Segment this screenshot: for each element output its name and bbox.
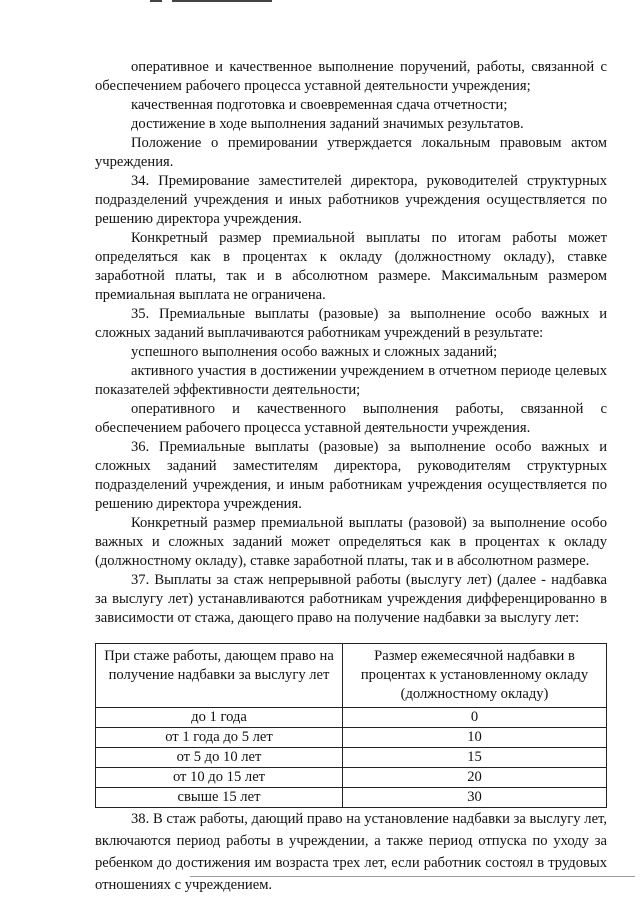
table-cell: 30 xyxy=(343,788,607,808)
paragraph: достижение в ходе выполнения заданий значимых результатов. xyxy=(131,116,524,132)
paragraph: Положение о премировании утверждается локальным правовым актом учреждения. xyxy=(95,135,607,170)
paragraph: 37. Выплаты за стаж непрерывной работы (выслугу лет) (далее - надбавка за выслугу лет) устанавливаются работникам учреждения дифференцированно в зависимости от стажа, дающего право на получение надбавки за выслугу лет: xyxy=(95,572,607,626)
paragraph: качественная подготовка и своевременная сдача отчетности; xyxy=(131,97,508,113)
table-cell: до 1 года xyxy=(96,708,343,728)
table-row xyxy=(96,768,607,788)
paragraph: 36. Премиальные выплаты (разовые) за выполнение особо важных и сложных заданий заместителям директора, руководителям структурных подразделений учреждения, и иным работникам учреждения осуществляется по решению директора учреждения. xyxy=(95,439,607,512)
paragraph: 35. Премиальные выплаты (разовые) за выполнение особо важных и сложных заданий выплачиваются работникам учреждений в результате: xyxy=(95,306,607,341)
footer-rule xyxy=(190,876,635,877)
table-header-cell: Размер ежемесячной надбавки в процентах к установленному окладу (должностному окладу) xyxy=(343,644,607,708)
paragraph: оперативное и качественное выполнение поручений, работы, связанной с обеспечением рабочего процесса уставной деятельности учреждения; xyxy=(95,59,607,94)
table-row xyxy=(96,788,607,808)
table-cell: 0 xyxy=(343,708,607,728)
paragraph: активного участия в достижении учреждением в отчетном периоде целевых показателей эффективности деятельности; xyxy=(95,363,607,398)
table-cell: от 5 до 10 лет xyxy=(96,748,343,768)
table-cell: от 1 года до 5 лет xyxy=(96,728,343,748)
scan-mark xyxy=(172,0,272,2)
table-row xyxy=(96,708,607,728)
table-cell: 20 xyxy=(343,768,607,788)
table-cell: свыше 15 лет xyxy=(96,788,343,808)
table-header-cell: При стаже работы, дающем право на получение надбавки за выслугу лет xyxy=(96,644,343,708)
table-row xyxy=(96,728,607,748)
paragraph: Конкретный размер премиальной выплаты по итогам работы может определяться как в процентах к окладу (должностному окладу), ставке заработной платы, так и в абсолютном размере. Максимальным размером премиальная выплата не ограничена. xyxy=(95,230,607,303)
paragraph: успешного выполнения особо важных и сложных заданий; xyxy=(131,344,498,360)
paragraph: оперативного и качественного выполнения работы, связанной с обеспечением рабочего процесса уставной деятельности учреждения. xyxy=(95,401,607,436)
scan-mark xyxy=(150,0,162,2)
seniority-bonus-table xyxy=(95,643,607,808)
table-row xyxy=(96,748,607,768)
paragraph: Конкретный размер премиальной выплаты (разовой) за выполнение особо важных и сложных заданий может определяться как в процентах к окладу (должностному окладу), ставке заработной платы, так и в абсолютном размере. xyxy=(95,515,607,569)
paragraph: 34. Премирование заместителей директора, руководителей структурных подразделений учреждения и иных работников учреждения осуществляется по решению директора учреждения. xyxy=(95,173,607,227)
document-page xyxy=(95,58,607,896)
table-header-row xyxy=(96,644,607,708)
table-cell: 15 xyxy=(343,748,607,768)
paragraph: 38. В стаж работы, дающий право на установление надбавки за выслугу лет, включаются период работы в учреждении, а также период отпуска по уходу за ребенком до достижения им возраста трех лет, если работник состоял в трудовых отношениях с учреждением. xyxy=(95,811,607,893)
table-cell: от 10 до 15 лет xyxy=(96,768,343,788)
table-cell: 10 xyxy=(343,728,607,748)
